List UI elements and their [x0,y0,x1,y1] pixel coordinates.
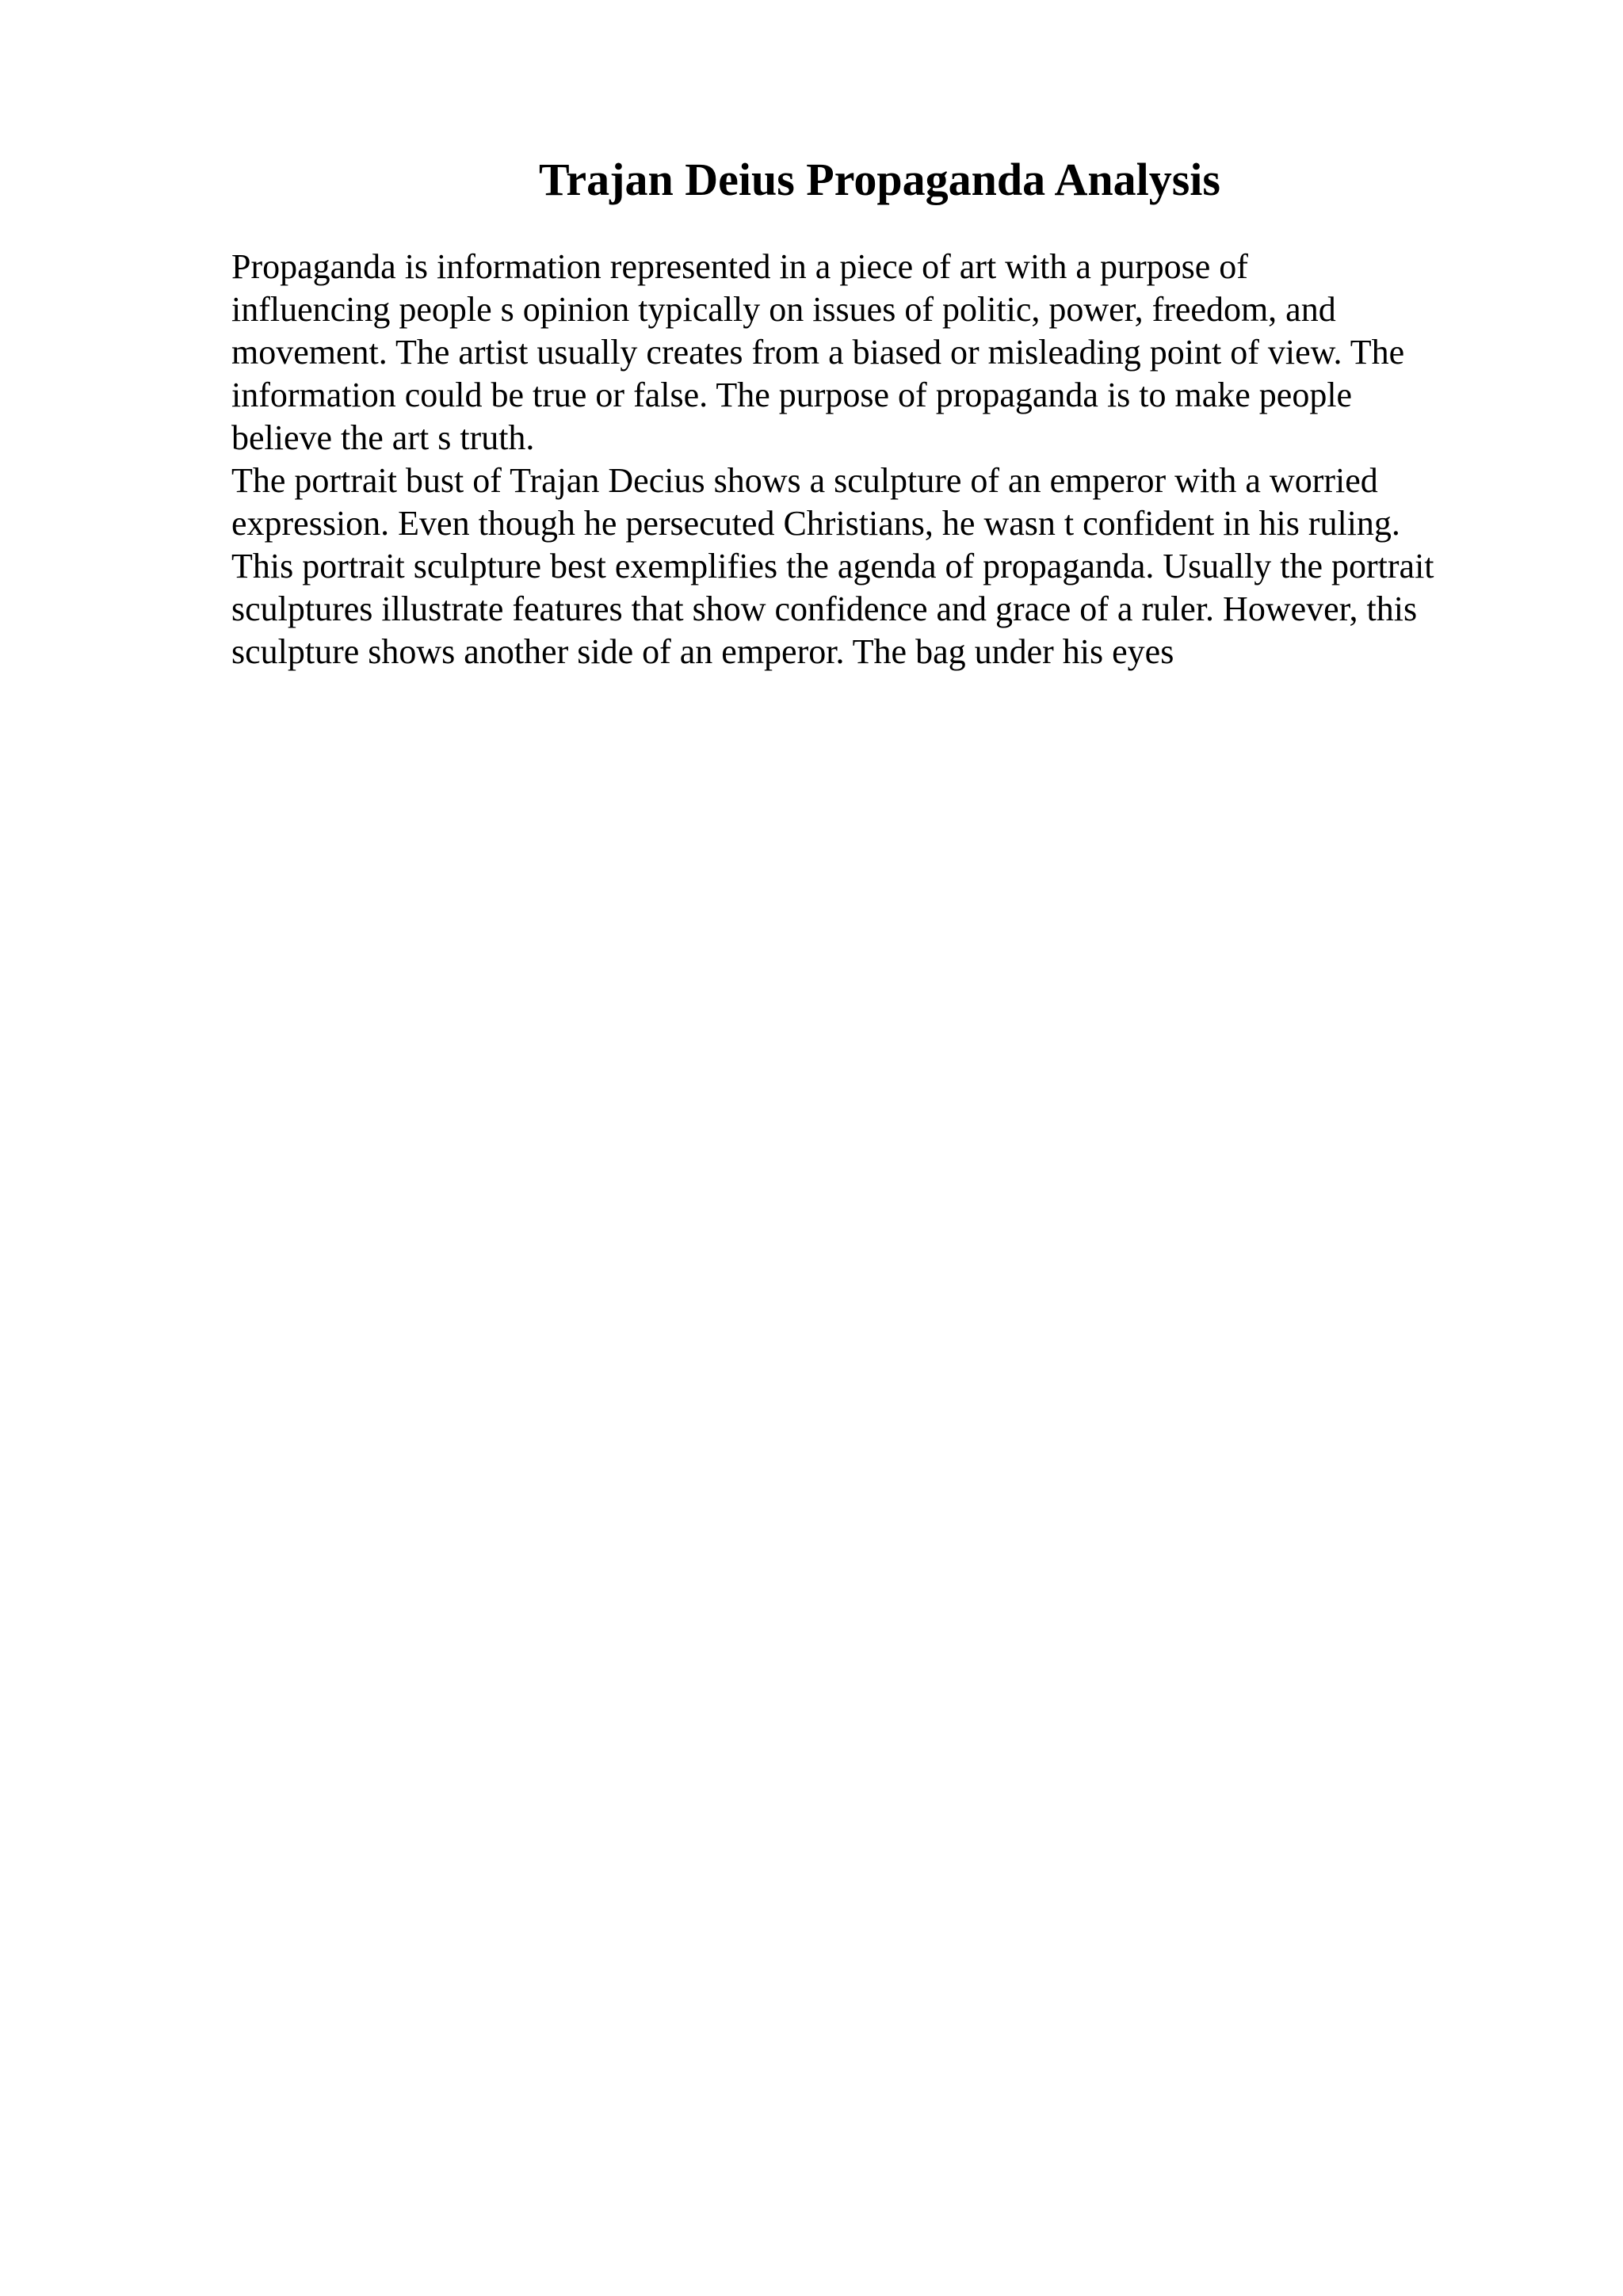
document-title: Trajan Deius Propaganda Analysis [539,154,1220,205]
text-line: influencing people s opinion typically on issues of politic, power, freedom, and [231,290,1336,329]
text-line: Propaganda is information represented in a piece of art with a purpose of [231,247,1248,286]
document-body [231,246,1594,673]
text-line: movement. The artist usually creates from a biased or misleading point of view. The [231,333,1405,372]
text-line: believe the art s truth. [231,418,535,457]
text-line: sculpture shows another side of an emperor. The bag under his eyes [231,632,1174,671]
text-line: information could be true or false. The purpose of propaganda is to make people [231,376,1353,414]
paragraph-2 [231,460,1594,673]
text-line: sculptures illustrate features that show confidence and grace of a ruler. However, this [231,589,1418,628]
text-line: This portrait sculpture best exemplifies the agenda of propaganda. Usually the portrait [231,547,1434,585]
text-line: The portrait bust of Trajan Decius shows a sculpture of an emperor with a worried [231,461,1378,500]
text-line: expression. Even though he persecuted Christians, he wasn t confident in his ruling. [231,504,1400,543]
paragraph-1 [231,246,1594,460]
